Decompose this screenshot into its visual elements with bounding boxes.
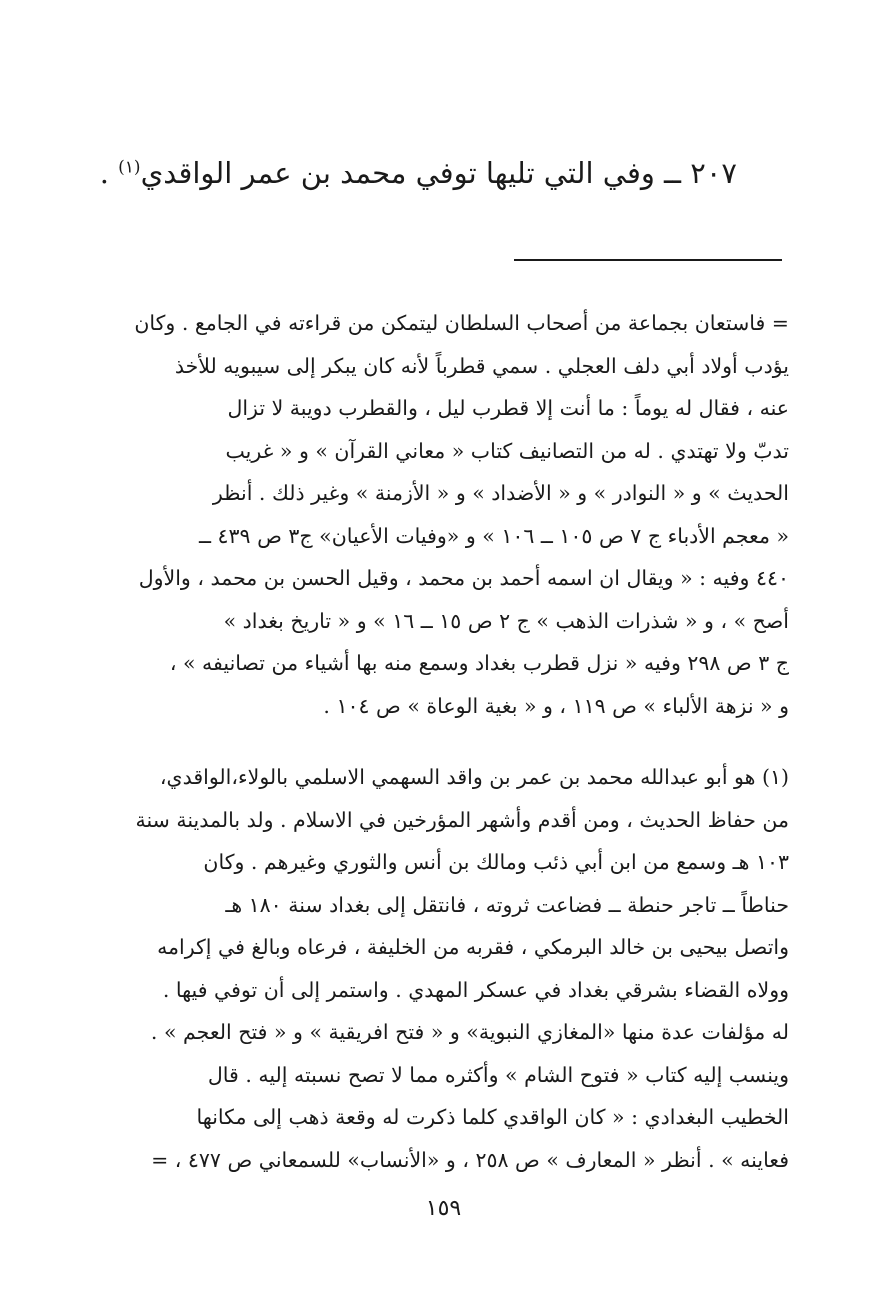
footnote-line: عنه ، فقال له يوماً : ما أنت إلا قطرب ليل ، والقطرب دويبة لا تزال <box>227 396 789 420</box>
footnote-line: وولاه القضاء بشرقي بغداد في عسكر المهدي . واستمر إلى أن توفي فيها . <box>162 977 789 1002</box>
footnote-line: (١) هو أبو عبدالله محمد بن عمر بن واقد السهمي الاسلمي بالولاء،الواقدي، <box>159 765 789 789</box>
footnote-line: ١٠٣ هـ وسمع من ابن أبي ذئب ومالك بن أنس والثوري وغيرهم . وكان <box>203 850 789 874</box>
footnote-reference-1: (١) <box>118 157 141 178</box>
footnote-line: ٤٤٠ وفيه : « ويقال ان اسمه أحمد بن محمد ، وقيل الحسن بن محمد ، والأول <box>138 566 789 590</box>
footnote-line: و « نزهة الألباء » ص ١١٩ ، و « بغية الوعاة » ص ١٠٤ . <box>323 693 789 718</box>
footnote-line: = فاستعان بجماعة من أصحاب السلطان ليتمكن من قراءته في الجامع . وكان <box>134 311 789 335</box>
footnote-line: ج ٣ ص ٢٩٨ وفيه « نزل قطرب بغداد وسمع منه بها أشياء من تصانيفه » ، <box>169 651 789 675</box>
footnote-line: واتصل بيحيى بن خالد البرمكي ، فقربه من الخليفة ، فرعاه وبالغ في إكرامه <box>157 935 789 959</box>
footnote-line: الحديث » و « النوادر » و « الأضداد » و « الأزمنة » وغير ذلك . أنظر <box>212 481 789 505</box>
footnote-line: له مؤلفات عدة منها «المغازي النبوية» و « فتح افريقية » و « فتح العجم » . <box>150 1020 789 1044</box>
footnote-separator-line <box>514 259 782 261</box>
footnote-line: فعاينه » . أنظر « المعارف » ص ٢٥٨ ، و «الأنساب» للسمعاني ص ٤٧٧ ، = <box>151 1147 789 1172</box>
footnote-1 <box>99 756 789 1181</box>
main-entry-207 <box>97 150 737 196</box>
footnote-line: الخطيب البغدادي : « كان الواقدي كلما ذكرت له وقعة ذهب إلى مكانها <box>196 1105 789 1129</box>
page-number: ١٥٩ <box>425 1196 462 1221</box>
footnote-line: حناطاً ــ تاجر حنطة ــ فضاعت ثروته ، فانتقل إلى بغداد سنة ١٨٠ هـ <box>225 892 789 917</box>
main-entry-text: ٢٠٧ ــ وفي التي تليها توفي محمد بن عمر الواقدي <box>140 156 737 190</box>
footnote-continuation <box>99 302 789 727</box>
footnote-line: وينسب إليه كتاب « فتوح الشام » وأكثره مما لا تصح نسبته إليه . قال <box>207 1062 789 1087</box>
footnote-line: أصح » ، و « شذرات الذهب » ج ٢ ص ١٥ ــ ١٦ » و « تاريخ بغداد » <box>223 608 789 633</box>
main-entry-end: . <box>99 156 119 190</box>
footnote-line: تدبّ ولا تهتدي . له من التصانيف كتاب « معاني القرآن » و « غريب <box>225 438 789 463</box>
footnote-line: من حفاظ الحديث ، ومن أقدم وأشهر المؤرخين في الاسلام . ولد بالمدينة سنة <box>135 807 789 832</box>
footnote-line: يؤدب أولاد أبي دلف العجلي . سمي قطرباً لأنه كان يبكر إلى سيبويه للأخذ <box>174 353 789 378</box>
footnote-line: « معجم الأدباء ج ٧ ص ١٠٥ ــ ١٠٦ » و «وفيات الأعيان» ج٣ ص ٤٣٩ ــ <box>199 523 789 548</box>
